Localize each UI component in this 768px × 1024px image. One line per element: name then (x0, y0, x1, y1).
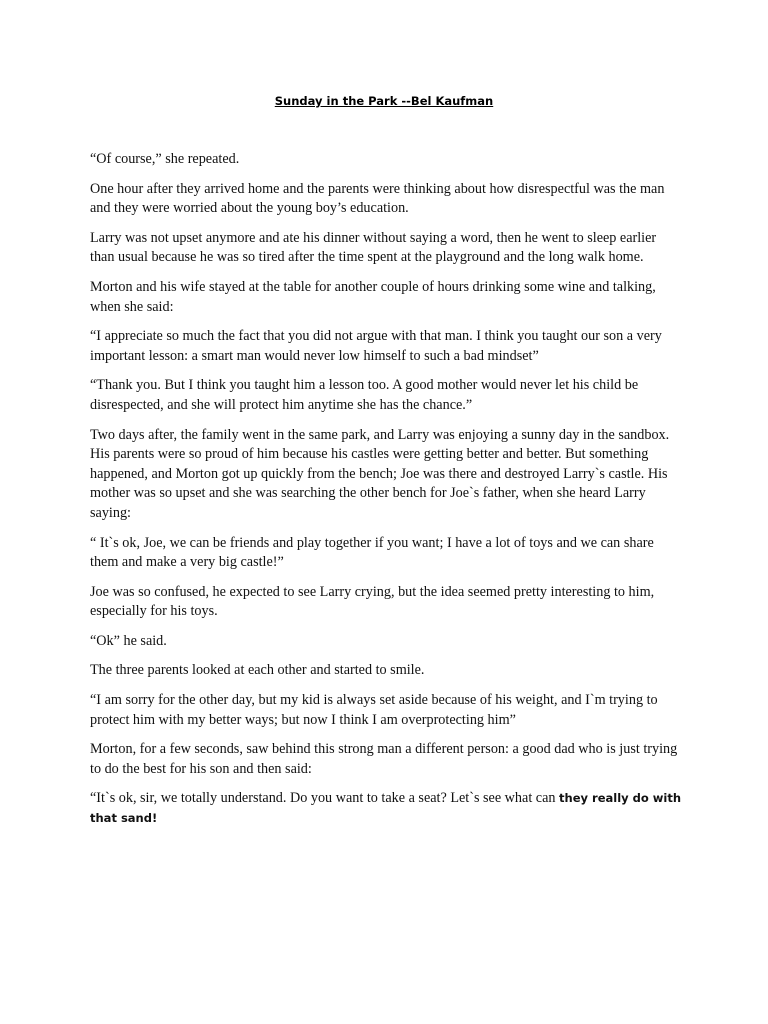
paragraph: Two days after, the family went in the same park, and Larry was enjoying a sunny day in the sandbox. His parents were so proud of him because his castles were getting better and better. But something happened, and Morton got up quickly from the bench; Joe was there and destroyed Larry`s castle. His mother was so upset and she was searching the other bench for Joe`s father, when she heard Larry saying: (90, 426, 670, 521)
document-title: Sunday in the Park --Bel Kaufman (274, 94, 494, 108)
paragraph: “I appreciate so much the fact that you did not argue with that man. I think you taught our son a very important lesson: a smart man would never low himself to such a bad mindset” (90, 328, 662, 364)
last-paragraph-bold-text: they really do with that sand! (90, 791, 682, 826)
last-paragraph-text: “It`s ok, sir, we totally understand. Do you want to take a seat? Let`s see what can (90, 790, 560, 807)
paragraph: “Ok” he said. (90, 632, 167, 649)
document-body (90, 150, 684, 839)
paragraph: “Thank you. But I think you taught him a lesson too. A good mother would never let his child be disrespected, and she will protect him anytime she has the chance.” (90, 377, 639, 413)
paragraph: Larry was not upset anymore and ate his dinner without saying a word, then he went to sleep earlier than usual because he was so tired after the time spent at the playground and the long walk home. (90, 229, 657, 266)
paragraph: Joe was so confused, he expected to see Larry crying, but the idea seemed pretty interesting to him, especially for his toys. (90, 583, 655, 620)
paragraph: “ It`s ok, Joe, we can be friends and play together if you want; I have a lot of toys and we can share them and make a very big castle!” (90, 534, 654, 571)
paragraph: Morton and his wife stayed at the table for another couple of hours drinking some wine and talking, when she said: (90, 278, 656, 315)
last-paragraph (90, 789, 684, 828)
paragraph: “I am sorry for the other day, but my kid is always set aside because of his weight, and I`m trying to protect him with my better ways; but now I think I am overprotecting him” (90, 692, 658, 728)
paragraph: The three parents looked at each other and started to smile. (90, 662, 425, 679)
paragraph: “Of course,” she repeated. (90, 151, 240, 167)
paragraph: Morton, for a few seconds, saw behind this strong man a different person: a good dad who is just trying to do the best for his son and then said: (90, 741, 678, 777)
paragraph: One hour after they arrived home and the parents were thinking about how disrespectful was the man and they were worried about the young boy’s education. (90, 180, 665, 217)
